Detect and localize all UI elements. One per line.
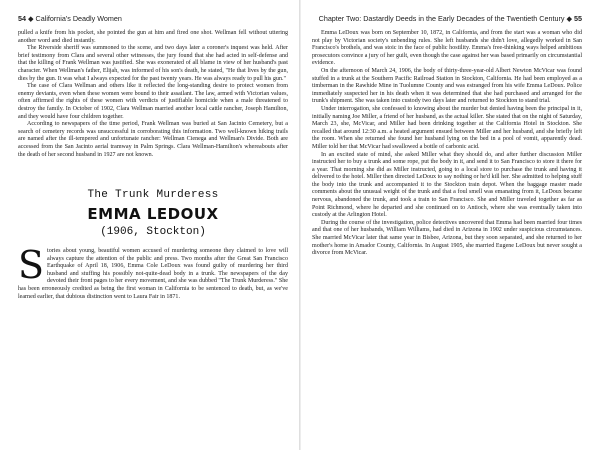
section-kicker: The Trunk Murderess: [87, 189, 219, 202]
book-title: California's Deadly Women: [35, 14, 122, 23]
paragraph: The case of Clara Wellman and others like it reflected the long-standing desire to protect women from enemy deviants, even when these women were bound to their assailant. The law, armed with Victorian values, often affirmed the rights of these women with verdicts of justifiable homicide when a male threatened to destroy the family. In October of 1902, Clara Wellman married another local cattle rancher, Joseph Hamilton, and they would have four children together.: [18, 83, 288, 120]
right-page: [300, 0, 600, 450]
section-subtitle: (1906, Stockton): [100, 226, 206, 239]
paragraph: pulled a knife from his pocket, she pointed the gun at him and fired one shot. Wellman fell without uttering another word and died instantly.: [18, 30, 288, 44]
opening-paragraph: [18, 243, 288, 301]
paragraph: During the course of the investigation, police detectives uncovered that Emma had been married four times and that one of her husbands, William Williams, had died in Arizona in 1902 under suspicious circumstances. She married McVicar later that same year in Bisbee, Arizona, but they soon separated, and she returned to her mother's home in Amador County, California. In August 1905, she married Eugene LeDoux but never sought a divorce from McVicar.: [312, 219, 582, 257]
paragraph: On the afternoon of March 24, 1906, the body of thirty-three-year-old Albert Newton McVicar was found stuffed in a trunk at the Southern Pacific Railroad Station in Stockton, California. He had been employed as a timberman in the Rawhide Mine in Tuolumne County and was estranged from his wife Emma LeDoux. Police immediately suspected her in his death when it was determined that she had purchased and arranged for the trunk's shipment. She was taken into custody two days later and returned to Stockton to stand trial.: [312, 67, 582, 105]
separator: ◆: [566, 14, 574, 23]
paragraph: According to newspapers of the time period, Frank Wellman was buried at San Jacinto Cemetery, but a search of cemetery records was unsuccessful in corroborating this information. Two well-known hiking trails are named after the ill-tempered and unfortunate rancher: Wellman Cienega and Wellman's Divide. Both are accessed from the San Jacinto aerial tramway in Palm Springs. Clara Wellman-Hamilton's whereabouts after the death of her second husband in 1927 are not known.: [18, 121, 288, 158]
section-name: EMMA LEDOUX: [87, 205, 219, 224]
paragraph: Emma LeDoux was born on September 10, 1872, in California, and from the start was a woman who did not play by Victorian society's unbending rules. She left husbands she didn't love, allegedly worked in San Francisco's brothels, and was stoic in the face of public hostility. Emma's free-thinking ways helped ambitious prosecutors convince a jury of her guilt, even though the case against her was based primarily on circumstantial evidence.: [312, 30, 583, 67]
paragraph: Under interrogation, she confessed to knowing about the murder but denied having been the principal in it, initially naming Joe Miller, a friend of her husband, as the actual killer. She stated that on the night of Saturday, March 23, she, McVicar, and Miller had been drinking together at the California Hotel in Stockton. She recalled that around 12:30 a.m. a heated argument ensued between Miller and her husband, and she briefly left the room. When she returned she found her husband lying on the bed in a pool of vomit, apparently dead. Miller told her that McVicar had swallowed a bottle of carbonic acid.: [312, 105, 582, 150]
separator: ◆: [28, 14, 36, 23]
section-heading: [18, 189, 288, 238]
left-page-number: 54: [18, 14, 26, 23]
chapter-title: Chapter Two: Dastardly Deeds in the Early Decades of the Twentieth Century: [318, 14, 565, 23]
right-page-number: 55: [574, 14, 582, 23]
drop-cap: S: [18, 243, 45, 288]
right-running-head: [312, 14, 582, 23]
paragraph: In an excited state of mind, she asked Miller what they should do, and after further discussion Miller instructed her to buy a trunk and some rope, put the body in it, and send it to San Francisco to store it there for a year. That morning she did as Miller instructed, going to a local store to purchase the trunk and having it delivered to the hotel. Miller then directed LeDoux to say nothing or he'd kill her. She admitted to helping stuff the body into the trunk and accompanied it to the Stockton train depot. When the baggage master made comments about the unusual weight of the trunk and that a foul smell was emanating from it, LeDoux became nervous, abandoned the trunk, and took a train to San Francisco. She and Miller traveled together as far as Point Richmond, where he departed and she continued on to Antioch, where she was eventually taken into custody at the Arlington Hotel.: [312, 151, 582, 219]
opening-paragraph-text: tories about young, beautiful women accused of murdering someone they claimed to love will always capture the attention of the public and press. Two months after the Great San Francisco Earthquake of April 18, 1906, Emma Cole LeDoux was found guilty of murdering her third husband and stuffing his possibly not-quite-dead body in a trunk. The newspapers of the day devoted their front pages to her every movement, and she was dubbed "The Trunk Murderess." She has been erroneously credited as being the first woman in California to be sentenced to death, but, as we've learned earlier, that dubious distinction went to Laura Fair in 1871.: [18, 248, 288, 300]
paragraph: The Riverside sheriff was summoned to the scene, and two days later a coroner's inquest was held. After brief testimony from Clara and several other witnesses, the jury found that she had acted in self-defense and that the killing of Frank Wellman was justified. She was exonerated of all blame in view of her husband's past character. When Wellman's father, Elijah, was informed of his son's death, he stated, "He that lives by the gun, dies by the gun. It was what I always expected for the past twenty years. He was always ready to pull his gun.": [18, 45, 288, 82]
left-running-head: [18, 14, 288, 23]
